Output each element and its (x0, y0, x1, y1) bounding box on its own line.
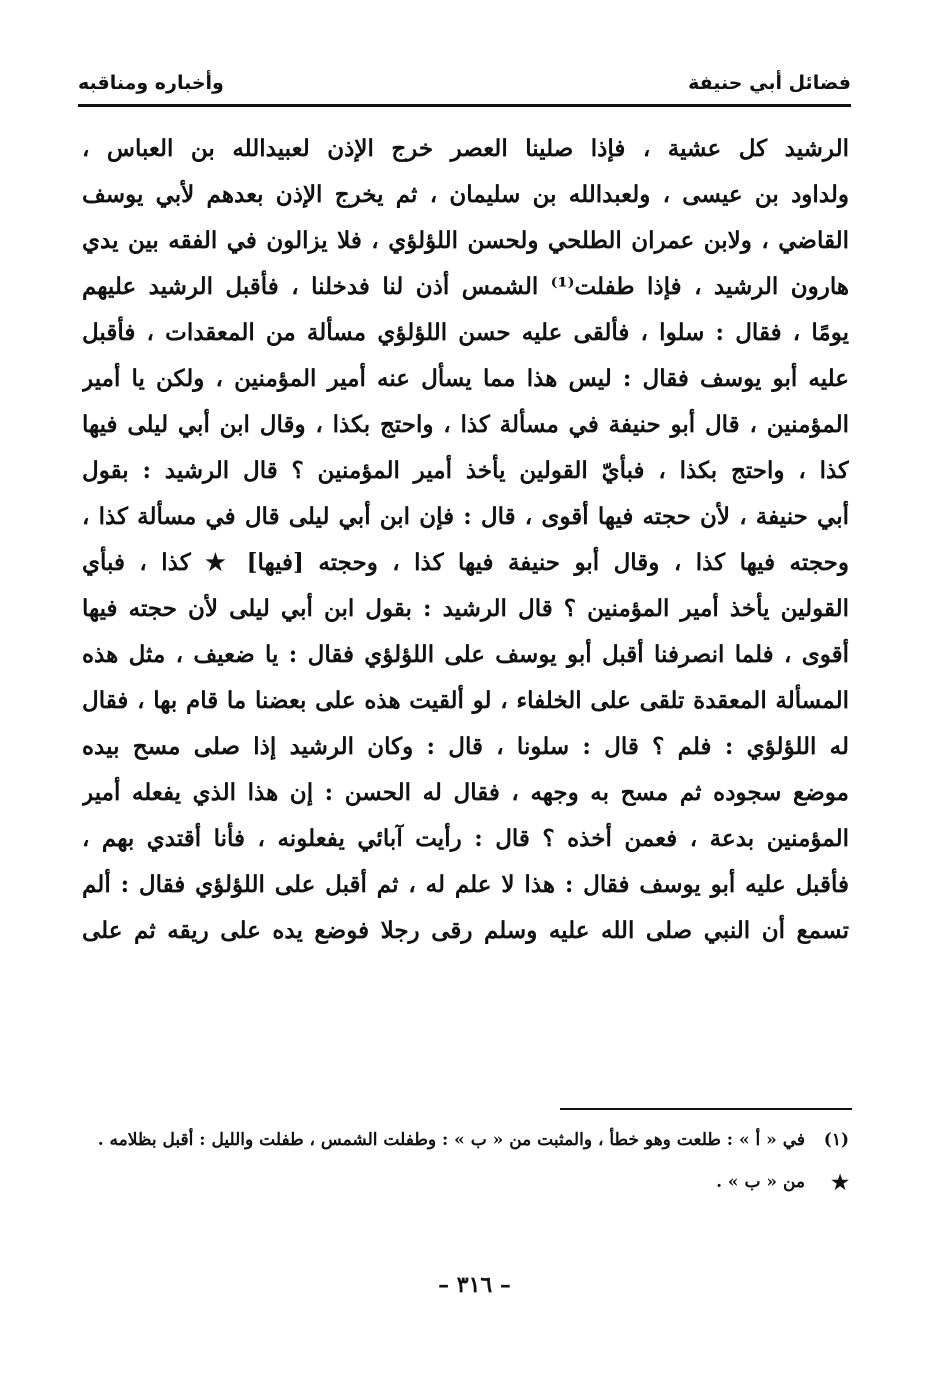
header-book-title: فضائل أبي حنيفة (688, 72, 851, 94)
text-line: الرشيد كل عشية ، فإذا صلينا العصر خرج الإذن لعبيدالله بن العباس ، (82, 135, 849, 162)
text-line: أقوى ، فلما انصرفنا أقبل أبو يوسف على اللؤلؤي فقال : يا ضعيف ، مثل هذه (82, 641, 849, 668)
text-line: هارون الرشيد ، فإذا طفلت⁽¹⁾ الشمس أذن لنا فدخلنا ، فأقبل الرشيد عليهم (82, 273, 849, 300)
main-text (82, 126, 849, 954)
text-line: المسألة المعقدة تلقى على الخلفاء ، لو ألقيت هذه على بعضنا ما قام بها ، فقال (82, 687, 849, 714)
footnote-star (82, 1166, 849, 1198)
text-line: وحجته فيها كذا ، وقال أبو حنيفة فيها كذا ، وحجته [فيها] ★ كذا ، فبأي (82, 549, 849, 576)
header-divider (78, 104, 851, 107)
text-line: تسمع أن النبي صلى الله عليه وسلم رقى رجلا فوضع يده على ريقه ثم على (82, 917, 849, 944)
text-line: القولين يأخذ أمير المؤمنين ؟ قال الرشيد : بقول ابن أبي ليلى لأن حجته فيها (82, 595, 849, 622)
footnote-1 (82, 1124, 849, 1156)
running-header (78, 66, 851, 102)
text-line: ولداود بن عيسى ، ولعبدالله بن سليمان ، ثم يخرج الإذن بعدهم لأبي يوسف (82, 181, 849, 208)
text-line: عليه أبو يوسف فقال : ليس هذا مما يسأل عنه أمير المؤمنين ، ولكن يا أمير (82, 365, 849, 392)
footnote-text: في « أ » : طلعت وهو خطأ ، والمثبت من « ب » : وطفلت الشمس ، طفلت والليل : أقبل بظلامه . (97, 1130, 805, 1150)
text-line: كذا ، واحتج بكذا ، فبأيّ القولين يأخذ أمير المؤمنين ؟ قال الرشيد : بقول (82, 457, 849, 484)
text-line: أبي حنيفة ، لأن حجته فيها أقوى ، قال : فإن ابن أبي ليلى قال في مسألة كذا ، (82, 503, 849, 530)
footnote-text: من « ب » . (716, 1172, 805, 1192)
text-line: المؤمنين بدعة ، فعمن أخذه ؟ قال : رأيت آبائي يفعلونه ، فأنا أقتدي بهم ، (82, 825, 849, 852)
text-line: يومًا ، فقال : سلوا ، فألقى عليه حسن اللؤلؤي مسألة من المعقدات ، فأقبل (82, 319, 849, 346)
text-line: المؤمنين ، قال أبو حنيفة في مسألة كذا ، واحتج بكذا ، وقال ابن أبي ليلى فيها (82, 411, 849, 438)
footnotes (82, 1124, 849, 1198)
text-line: فأقبل عليه أبو يوسف فقال : هذا لا علم له ، ثم أقبل على اللؤلؤي فقال : ألم (82, 871, 849, 898)
page-number: – ٣١٦ – (438, 1272, 511, 1298)
text-line: موضع سجوده ثم مسح به وجهه ، فقال له الحسن : إن هذا الذي يفعله أمير (82, 779, 849, 806)
text-line: له اللؤلؤي : فلم ؟ قال : سلونا ، قال : وكان الرشيد إذا صلى مسح بيده (82, 733, 849, 760)
star-marker: ★ (831, 1170, 849, 1194)
header-subtitle: وأخباره ومناقبه (78, 72, 224, 94)
text-line: القاضي ، ولابن عمران الطلحي ولحسن اللؤلؤي ، فلا يزالون في الفقه بين يدي (82, 227, 849, 254)
footnote-marker: (١) (823, 1130, 849, 1150)
footnote-separator (560, 1108, 852, 1110)
